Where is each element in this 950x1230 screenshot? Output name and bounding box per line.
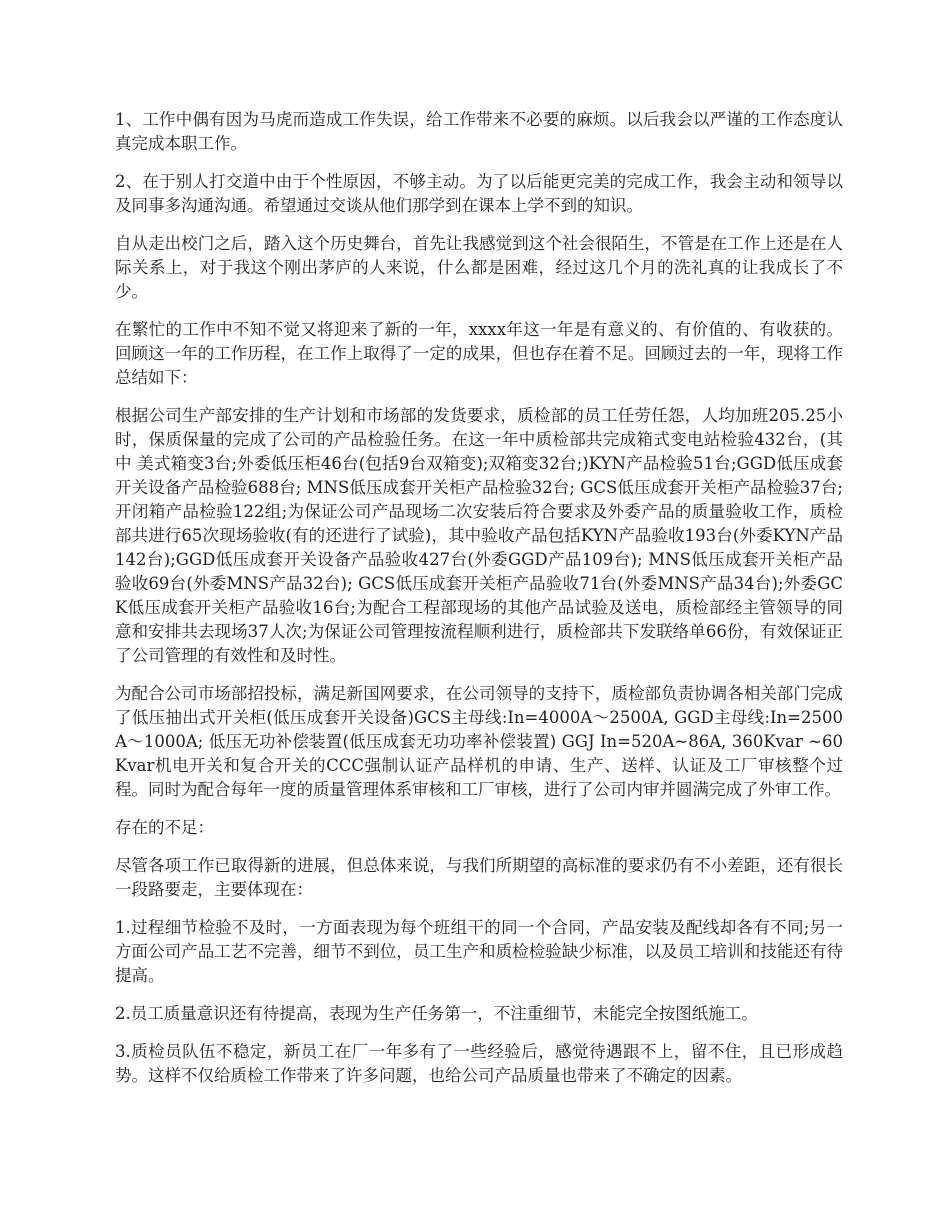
paragraph-shortcomings-heading: 存在的不足： bbox=[115, 818, 214, 837]
paragraph-shortcoming-2: 2.员工质量意识还有待提高，表现为生产任务第一，不注重细节，未能完全按图纸施工。 bbox=[115, 1004, 758, 1023]
paragraph-shortcomings-intro: 尽管各项工作已取得新的进展，但总体来说，与我们所期望的高标准的要求仍有不小差距，还有很长一段路要走，主要体现在： bbox=[115, 856, 843, 899]
paragraph-mistakes: 1、工作中偶有因为马虎而造成工作失误，给工作带来不必要的麻烦。以后我会以严谨的工作态度认真完成本职工作。 bbox=[115, 110, 843, 153]
paragraph-certification: 为配合公司市场部招投标，满足新国网要求，在公司领导的支持下，质检部负责协调各相关部门完成了低压抽出式开关柜(低压成套开关设备)GCS主母线:In=4000A～2500A, GGD主母线:In=2500A～1000A; 低压无功补偿装置(低压成套无功功率补偿装置) GGJ In=520A~86A, 360Kvar ~60Kvar机电开关和复合开关的CCC强制认证产品样机的申请、生产、送样、认证及工厂审核整个过程。同时为配合每年一度的质量管理体系审核和工厂审核，进行了公司内审并圆满完成了外审工作。 bbox=[115, 684, 843, 799]
paragraph-new-year: 在繁忙的工作中不知不觉又将迎来了新的一年，xxxx年这一年是有意义的、有价值的、有收获的。回顾这一年的工作历程，在工作上取得了一定的成果，但也存在着不足。回顾过去的一年，现将工作总结如下： bbox=[115, 320, 843, 387]
paragraph-since-graduation: 自从走出校门之后，踏入这个历史舞台，首先让我感觉到这个社会很陌生，不管是在工作上还是在人际关系上，对于我这个刚出茅庐的人来说，什么都是困难，经过这几个月的洗礼真的让我成长了不少。 bbox=[115, 234, 843, 301]
paragraph-shortcoming-3: 3.质检员队伍不稳定，新员工在厂一年多有了一些经验后，感觉待遇跟不上，留不住，且已形成趋势。这样不仅给质检工作带来了许多问题，也给公司产品质量也带来了不确定的因素。 bbox=[115, 1042, 843, 1085]
document-body bbox=[115, 108, 843, 1102]
paragraph-inspection-summary: 根据公司生产部安排的生产计划和市场部的发货要求，质检部的员工任劳任怨，人均加班205.25小时，保质保量的完成了公司的产品检验任务。在这一年中质检部共完成箱式变电站检验432台，(其中 美式箱变3台;外委低压柜46台(包括9台双箱变);双箱变32台;)KYN产品检验51台;GGD低压成套开关设备产品检验688台; MNS低压成套开关柜产品检验32台; GCS低压成套开关柜产品检验37台;开闭箱产品检验122组;为保证公司产品现场二次安装后符合要求及外委产品的质量验收工作，质检部共进行65次现场验收(有的还进行了试验)，其中验收产品包括KYN产品验收193台(外委KYN产品142台);GGD低压成套开关设备产品验收427台(外委GGD产品109台); MNS低压成套开关柜产品验收69台(外委MNS产品32台); GCS低压成套开关柜产品验收71台(外委MNS产品34台);外委GCK低压成套开关柜产品验收16台;为配合工程部现场的其他产品试验及送电，质检部经主管领导的同意和安排共去现场37人次;为保证公司管理按流程顺利进行，质检部共下发联络单66份，有效保证正了公司管理的有效性和及时性。 bbox=[115, 406, 843, 665]
paragraph-shortcoming-1: 1.过程细节检验不及时，一方面表现为每个班组干的同一个合同，产品安装及配线却各有不同;另一方面公司产品工艺不完善，细节不到位，员工生产和质检检验缺少标准，以及员工培训和技能还有待提高。 bbox=[115, 918, 843, 985]
paragraph-communication: 2、在于别人打交道中由于个性原因，不够主动。为了以后能更完美的完成工作，我会主动和领导以及同事多沟通沟通。希望通过交谈从他们那学到在课本上学不到的知识。 bbox=[115, 172, 843, 215]
